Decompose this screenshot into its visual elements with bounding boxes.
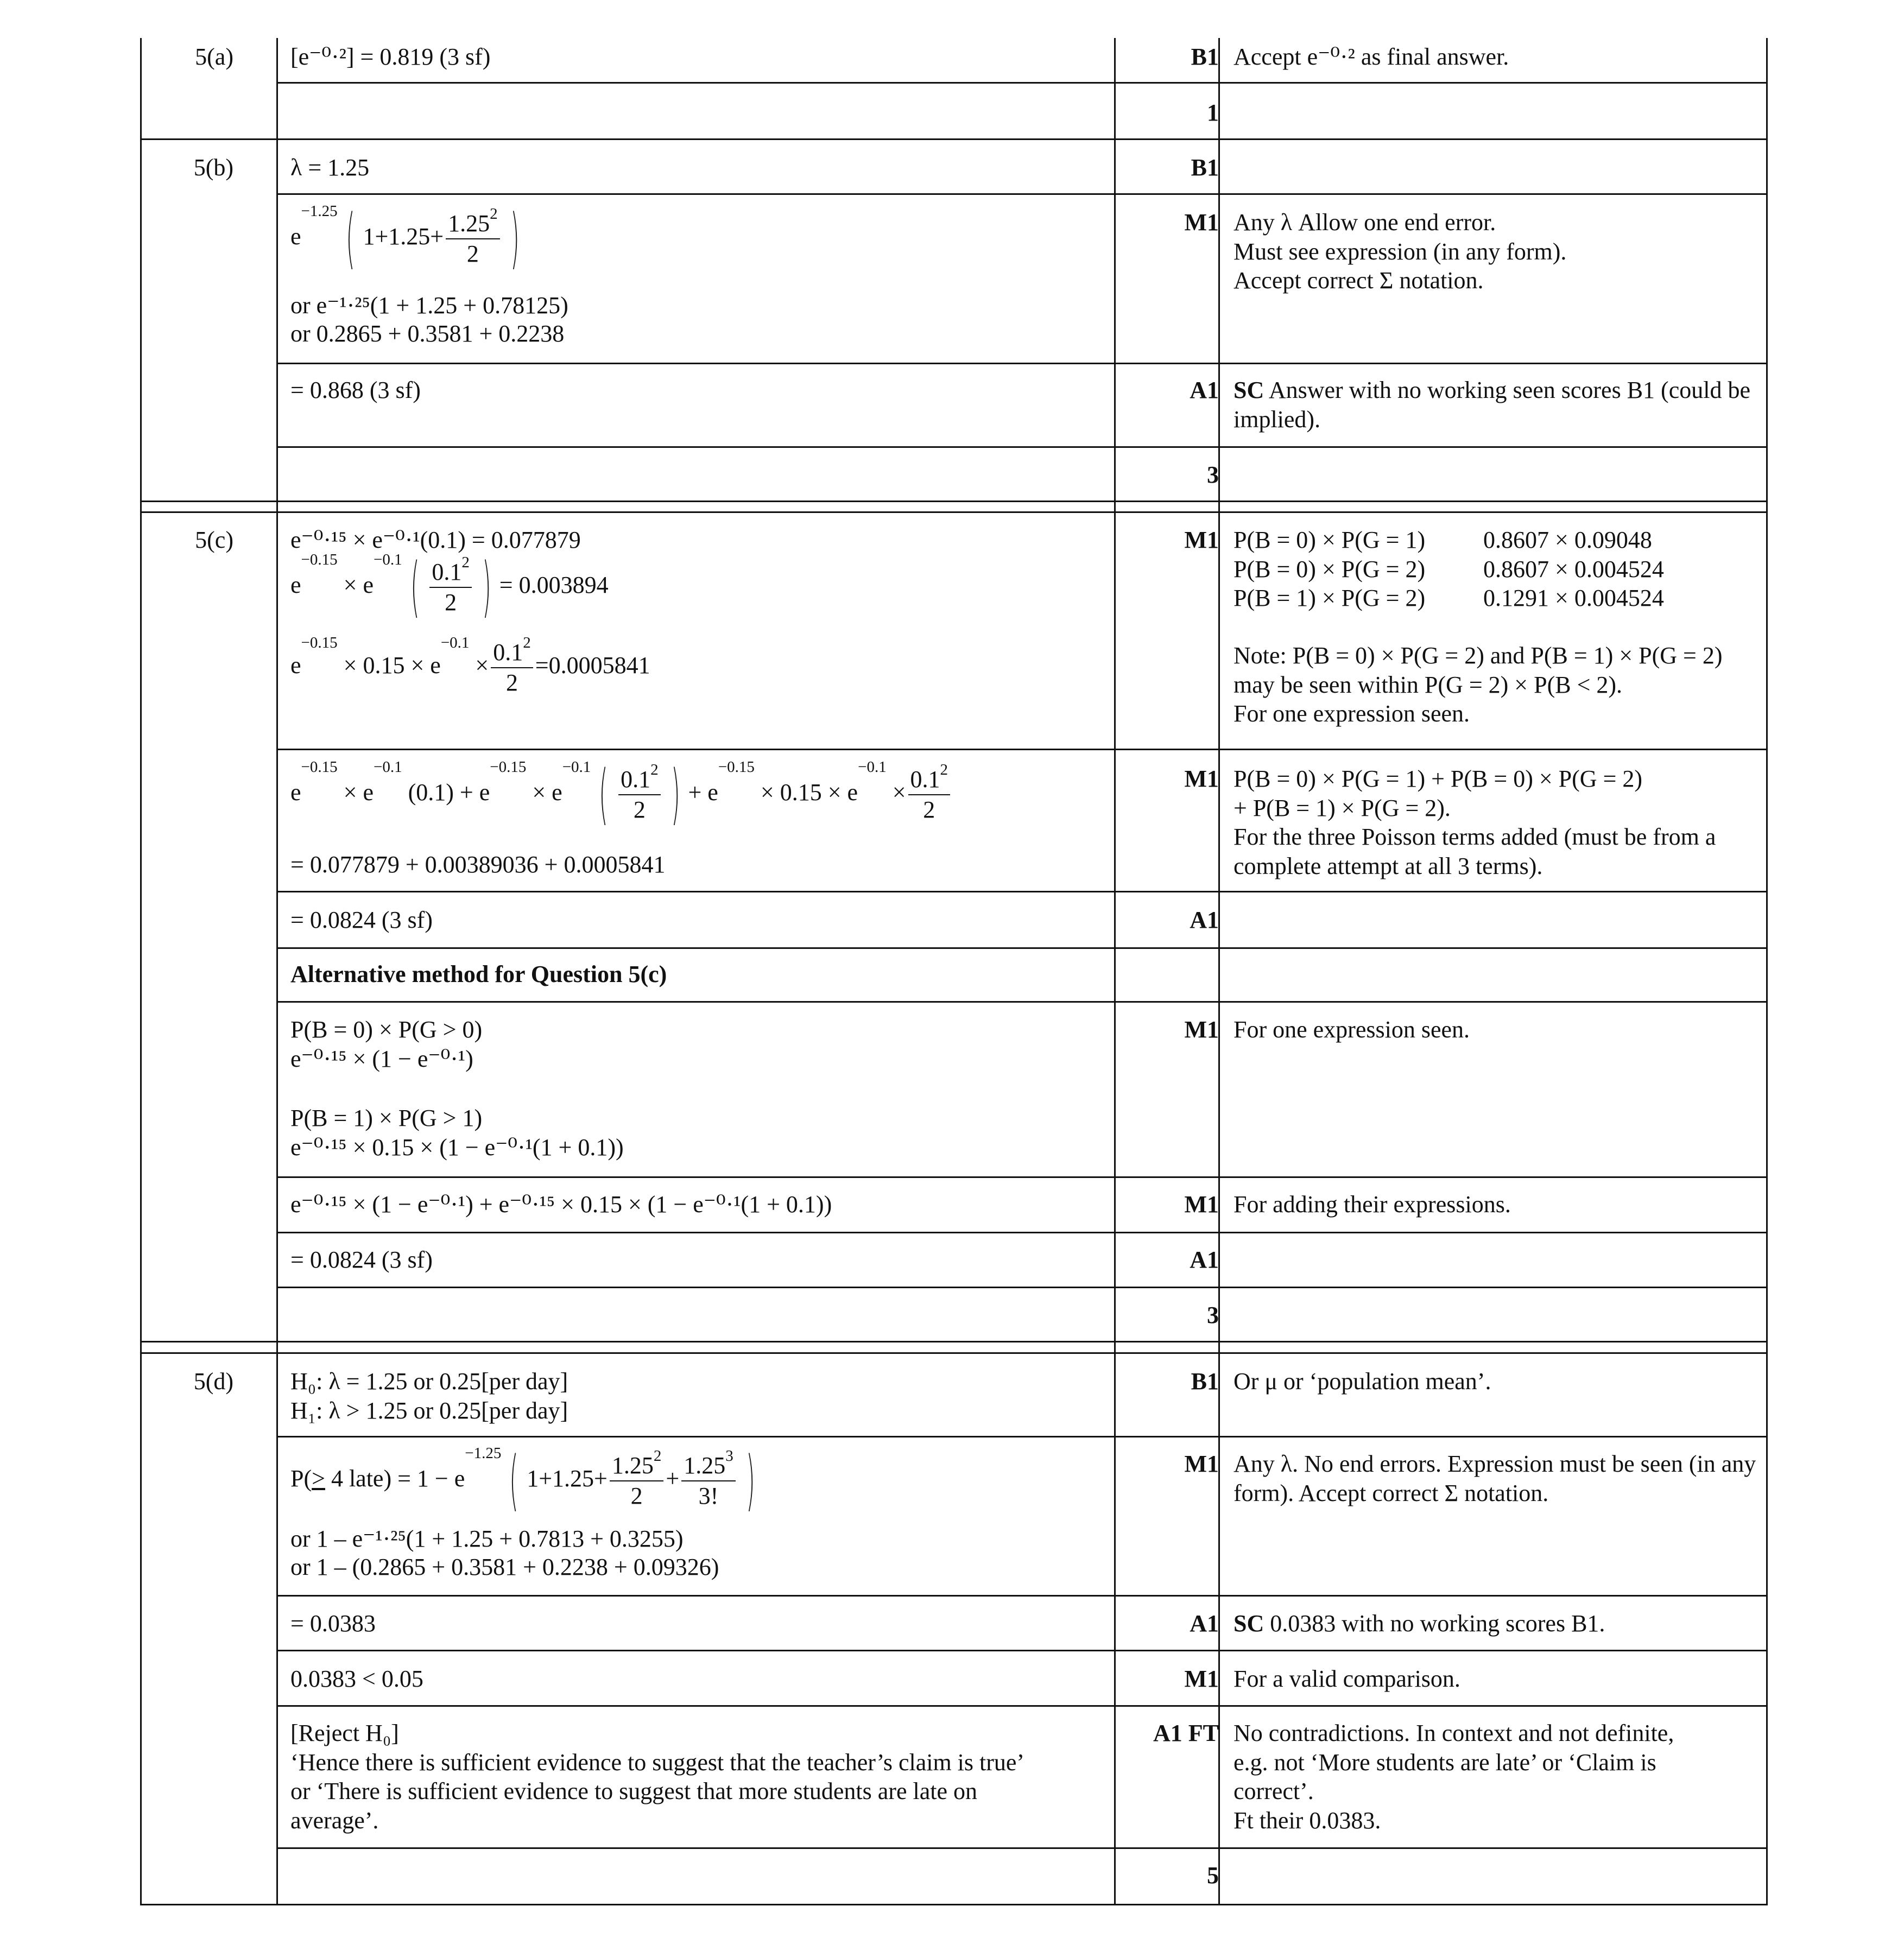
guidance: For adding their expressions.: [1234, 1191, 1511, 1218]
row-divider: [276, 193, 1768, 195]
mark: A1: [1190, 1246, 1219, 1273]
working: [e⁻⁰·²] = 0.819 (3 sf): [290, 43, 491, 70]
question-separator: [140, 511, 1768, 513]
guidance-text: Answer with no working seen scores B1 (could be implied).: [1234, 377, 1750, 433]
mark: A1 FT: [1153, 1720, 1219, 1746]
working: or 1 – (0.2865 + 0.3581 + 0.2238 + 0.09326): [290, 1554, 719, 1580]
working: = 0.077879 + 0.00389036 + 0.0005841: [290, 851, 666, 878]
mark: B1: [1191, 154, 1219, 181]
question-separator: [140, 1341, 1768, 1342]
row-divider: [276, 1287, 1768, 1288]
question-separator: [140, 501, 1768, 502]
working-line: [Reject H₀]: [290, 1720, 399, 1746]
row-divider: [276, 1001, 1768, 1003]
special-case-label: SC: [1234, 1610, 1264, 1637]
guidance: For a valid comparison.: [1234, 1665, 1460, 1692]
working-line: or ‘There is sufficient evidence to suggest that more students are late on: [290, 1778, 977, 1805]
mark: M1: [1184, 1665, 1219, 1692]
mark: M1: [1184, 1191, 1219, 1218]
working: λ = 1.25: [290, 154, 370, 181]
working-expression: $e^{-0.15} \times e^{-0.1}$ ( $\frac{0.1^2}{2}$ ) = 0.003894: [290, 549, 609, 625]
row-divider: [276, 1436, 1768, 1437]
probability-value: 0.8607 × 0.09048: [1483, 527, 1652, 553]
guidance: [1234, 1609, 1771, 1638]
guidance-text: 0.0383 with no working scores B1.: [1264, 1610, 1605, 1637]
working-line: P(B = 1) × P(G > 1): [290, 1105, 483, 1132]
total-marks: 3: [1207, 1302, 1219, 1328]
special-case-label: SC: [1234, 377, 1264, 403]
guidance: [1234, 208, 1771, 295]
guidance-line: Note: P(B = 0) × P(G = 2) and P(B = 1) × P(G = 2): [1234, 642, 1723, 669]
guidance: [1234, 1719, 1771, 1835]
guidance: [1234, 525, 1771, 729]
working: or 1 – e⁻¹·²⁵(1 + 1.25 + 0.7813 + 0.3255): [290, 1525, 684, 1552]
guidance-line: Ft their 0.0383.: [1234, 1807, 1381, 1834]
guidance-line: P(B = 0) × P(G = 1) + P(B = 0) × P(G = 2): [1234, 765, 1643, 792]
working: = 0.0824 (3 sf): [290, 1246, 433, 1273]
guidance-row: [1234, 555, 1771, 584]
guidance-line: For the three Poisson terms added (must be from a complete attempt at all 3 terms).: [1234, 824, 1716, 880]
guidance-line: may be seen within P(G = 2) × P(B < 2).: [1234, 671, 1623, 698]
working-line: ‘Hence there is sufficient evidence to suggest that the teacher’s claim is true’: [290, 1749, 1025, 1776]
guidance-line: For one expression seen.: [1234, 700, 1470, 727]
row-divider: [276, 1847, 1768, 1849]
row-divider: [276, 363, 1768, 364]
probability-value: 0.8607 × 0.004524: [1483, 555, 1664, 582]
guidance: Accept e⁻⁰·² as final answer.: [1234, 43, 1509, 70]
total-marks: 3: [1207, 461, 1219, 488]
mark: M1: [1184, 527, 1219, 553]
mark: A1: [1190, 377, 1219, 403]
guidance-line: e.g. not ‘More students are late’ or ‘Claim is: [1234, 1749, 1656, 1776]
guidance-line: + P(B = 1) × P(G = 2).: [1234, 794, 1451, 821]
guidance-row: [1234, 584, 1771, 613]
mark: M1: [1184, 765, 1219, 792]
probability-value: 0.1291 × 0.004524: [1483, 585, 1664, 612]
working: 0.0383 < 0.05: [290, 1665, 423, 1692]
mark: A1: [1190, 1610, 1219, 1637]
working: = 0.868 (3 sf): [290, 377, 421, 403]
guidance-line: correct’.: [1234, 1778, 1314, 1805]
row-divider: [276, 1650, 1768, 1651]
working-result: =0.0005841: [535, 651, 650, 679]
mark: B1: [1191, 1368, 1219, 1395]
mark: A1: [1190, 907, 1219, 933]
working-line: e⁻⁰·¹⁵ × (1 − e⁻⁰·¹): [290, 1045, 473, 1072]
mark: M1: [1184, 209, 1219, 236]
row-divider: [276, 1705, 1768, 1707]
alternative-method-heading: Alternative method for Question 5(c): [290, 961, 667, 987]
alternative-hypothesis: H₁: λ > 1.25 or 0.25[per day]: [290, 1397, 568, 1424]
row-divider: [276, 1176, 1768, 1178]
guidance-line: No contradictions. In context and not definite,: [1234, 1720, 1674, 1746]
working-line: e⁻⁰·¹⁵ × 0.15 × (1 − e⁻⁰·¹(1 + 0.1)): [290, 1134, 624, 1161]
guidance-line: Accept correct Σ notation.: [1234, 267, 1484, 294]
working: e⁻⁰·¹⁵ × e⁻⁰·¹(0.1) = 0.077879: [290, 527, 581, 553]
guidance: [1234, 764, 1771, 881]
row-divider: [276, 891, 1768, 892]
working-expression: $e^{-0.15} \times e^{-0.1}$ $(0.1) + e^{-0.15} \times e^{-0.1}$ ( $\frac{0.1^2}{2}$ ) + $e^{-0.15} \times 0.15 \times e^{-0.1}$ × $\frac{0.1^2}{2}$: [290, 762, 1105, 827]
table-bottom-border: [140, 1904, 1768, 1905]
total-marks: 5: [1207, 1862, 1219, 1889]
hypotheses: [290, 1367, 1105, 1425]
guidance-line: Must see expression (in any form).: [1234, 238, 1567, 265]
working-line: average’.: [290, 1807, 379, 1834]
working: e⁻⁰·¹⁵ × (1 − e⁻⁰·¹) + e⁻⁰·¹⁵ × 0.15 × (1 − e⁻⁰·¹(1 + 0.1)): [290, 1191, 832, 1218]
working-expression: $e^{-1.25}$ ( 1+1.25+ $\frac{1.25^2}{2}$ ): [290, 201, 520, 276]
row-divider: [276, 1595, 1768, 1597]
guidance: Any λ. No end errors. Expression must be seen (in any form). Accept correct Σ notation.: [1234, 1451, 1756, 1506]
working-expression: P(> 4 late) = $1 - e^{-1.25}$ ( 1+1.25+ $\frac{1.25^2}{2}$ + $\frac{1.25^3}{3!}$ ): [290, 1443, 755, 1518]
question-number: 5(c): [195, 527, 233, 553]
row-divider: [276, 1232, 1768, 1233]
conclusion: [290, 1719, 1105, 1835]
total-marks: 1: [1207, 99, 1219, 126]
mark: M1: [1184, 1016, 1219, 1043]
column-divider-work: [276, 38, 278, 1905]
table-left-border: [140, 38, 142, 1905]
question-number: 5(d): [193, 1368, 233, 1395]
working-line: P(B = 0) × P(G > 0): [290, 1016, 483, 1043]
row-divider: [276, 82, 1768, 84]
probability-expression: P(B = 0) × P(G = 1): [1234, 527, 1426, 553]
null-hypothesis: H₀: λ = 1.25 or 0.25[per day]: [290, 1368, 568, 1395]
guidance-line: Any λ Allow one end error.: [1234, 209, 1496, 236]
working-result: = 0.003894: [499, 572, 609, 599]
probability-expression: P(B = 0) × P(G = 2): [1234, 555, 1426, 582]
probability-expression: P(B = 1) × P(G = 2): [1234, 585, 1426, 612]
working-expression: $e^{-0.15} \times 0.15 \times e^{-0.1}$ × $\frac{0.1^2}{2}$ =0.0005841: [290, 634, 650, 696]
working: = 0.0383: [290, 1610, 376, 1637]
working: or e⁻¹·²⁵(1 + 1.25 + 0.78125): [290, 292, 568, 319]
guidance: For one expression seen.: [1234, 1016, 1470, 1043]
working: or 0.2865 + 0.3581 + 0.2238: [290, 320, 565, 347]
row-divider: [276, 446, 1768, 448]
row-divider: [276, 947, 1768, 949]
question-separator: [140, 1352, 1768, 1354]
row-divider: [140, 138, 1768, 140]
guidance: Or μ or ‘population mean’.: [1234, 1368, 1491, 1395]
working: [290, 1015, 1105, 1162]
mark: B1: [1191, 43, 1219, 70]
guidance-row: [1234, 525, 1771, 555]
question-number: 5(b): [193, 154, 233, 181]
working: = 0.0824 (3 sf): [290, 907, 433, 933]
question-number: 5(a): [195, 43, 233, 70]
guidance: [1234, 376, 1771, 434]
row-divider: [276, 749, 1768, 750]
column-divider-marks: [1114, 38, 1116, 1905]
mark: M1: [1184, 1451, 1219, 1477]
